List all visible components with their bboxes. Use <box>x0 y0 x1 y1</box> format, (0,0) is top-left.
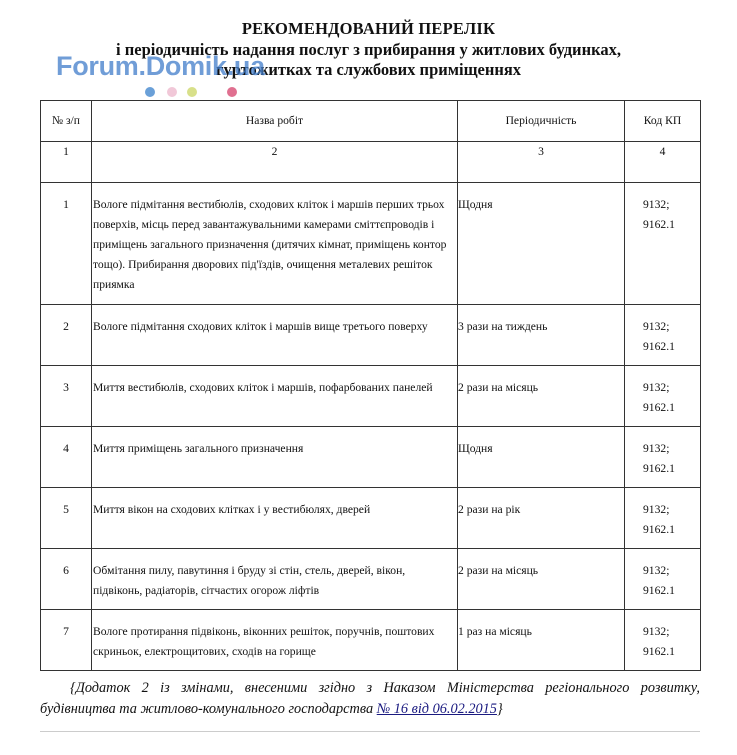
table-header-row <box>41 101 701 142</box>
kp-code-line: 9132; <box>643 564 670 577</box>
table-row <box>41 427 701 488</box>
table-row <box>41 549 701 610</box>
table-row <box>41 183 701 305</box>
periodicity: Щодня <box>458 183 625 305</box>
table-row <box>41 488 701 549</box>
work-name: Вологе підмітання сходових кліток і маршів вище третього поверху <box>92 305 458 366</box>
work-name: Вологе підмітання вестибюлів, сходових кліток і маршів перших трьох поверхів, місць перед завантажувальними камерами сміттєпроводів і приміщень загального призначення (дитячих кімнат, приміщень контор тощо). Прибирання дворових під'їздів, очищення металевих решіток приямка <box>92 183 458 305</box>
row-number: 3 <box>41 366 92 427</box>
title-line-3: гуртожитках та службових приміщеннях <box>215 60 522 79</box>
column-number: 4 <box>625 142 701 183</box>
kp-code <box>625 366 701 427</box>
row-number: 5 <box>41 488 92 549</box>
row-number: 7 <box>41 610 92 671</box>
periodicity: 1 раз на місяць <box>458 610 625 671</box>
kp-code <box>625 610 701 671</box>
title-line-2: і періодичність надання послуг з прибирання у житлових будинках, <box>116 40 621 59</box>
kp-code <box>625 427 701 488</box>
work-name: Обмітання пилу, павутиння і бруду зі стін, стель, дверей, вікон, підвіконь, радіаторів, сітчастих огорож ліфтів <box>92 549 458 610</box>
forum-watermark: Forum.Domik.ua <box>56 51 265 81</box>
table-row <box>41 366 701 427</box>
kp-code-line: 9132; <box>643 320 670 333</box>
kp-code-line: 9132; <box>643 442 670 455</box>
header-code: Код КП <box>625 101 701 142</box>
watermark-dot <box>167 87 177 97</box>
kp-code <box>625 488 701 549</box>
header-number: № з/п <box>41 101 92 142</box>
work-name: Миття вестибюлів, сходових кліток і маршів, пофарбованих панелей <box>92 366 458 427</box>
kp-code-line: 9162.1 <box>643 645 675 658</box>
row-number: 6 <box>41 549 92 610</box>
column-number-row <box>41 142 701 183</box>
footnote-text: {Додаток 2 із змінами, внесеними згідно з Наказом Міністерства регіонального розвитку, будівництва та житлово-комунального господарства <box>40 680 700 717</box>
order-link[interactable]: № 16 від 06.02.2015 <box>376 701 497 717</box>
amendment-footnote <box>40 678 700 720</box>
services-table <box>40 100 701 671</box>
kp-code <box>625 549 701 610</box>
periodicity: 3 рази на тиждень <box>458 305 625 366</box>
column-number: 1 <box>41 142 92 183</box>
column-number: 2 <box>92 142 458 183</box>
table-row <box>41 610 701 671</box>
divider <box>40 731 700 732</box>
kp-code-line: 9162.1 <box>643 462 675 475</box>
header-work-name: Назва робіт <box>92 101 458 142</box>
kp-code-line: 9132; <box>643 625 670 638</box>
row-number: 4 <box>41 427 92 488</box>
row-number: 1 <box>41 183 92 305</box>
work-name: Миття вікон на сходових клітках і у вестибюлях, дверей <box>92 488 458 549</box>
kp-code-line: 9132; <box>643 381 670 394</box>
watermark-dot <box>187 87 197 97</box>
kp-code-line: 9132; <box>643 198 670 211</box>
kp-code-line: 9162.1 <box>643 584 675 597</box>
kp-code-line: 9132; <box>643 503 670 516</box>
document-title <box>0 18 737 80</box>
work-name: Вологе протирання підвіконь, віконних решіток, поручнів, поштових скриньок, електрощитових, сходів на горище <box>92 610 458 671</box>
kp-code <box>625 183 701 305</box>
header-periodicity: Періодичність <box>458 101 625 142</box>
watermark-dot <box>227 87 237 97</box>
periodicity: 2 рази на рік <box>458 488 625 549</box>
kp-code-line: 9162.1 <box>643 340 675 353</box>
column-number: 3 <box>458 142 625 183</box>
footnote-end: } <box>496 701 503 717</box>
kp-code-line: 9162.1 <box>643 401 675 414</box>
periodicity: Щодня <box>458 427 625 488</box>
title-line-1: РЕКОМЕНДОВАНИЙ ПЕРЕЛІК <box>241 19 496 38</box>
watermark-dot <box>145 87 155 97</box>
row-number: 2 <box>41 305 92 366</box>
periodicity: 2 рази на місяць <box>458 366 625 427</box>
kp-code-line: 9162.1 <box>643 218 675 231</box>
kp-code <box>625 305 701 366</box>
periodicity: 2 рази на місяць <box>458 549 625 610</box>
kp-code-line: 9162.1 <box>643 523 675 536</box>
work-name: Миття приміщень загального призначення <box>92 427 458 488</box>
table-row <box>41 305 701 366</box>
